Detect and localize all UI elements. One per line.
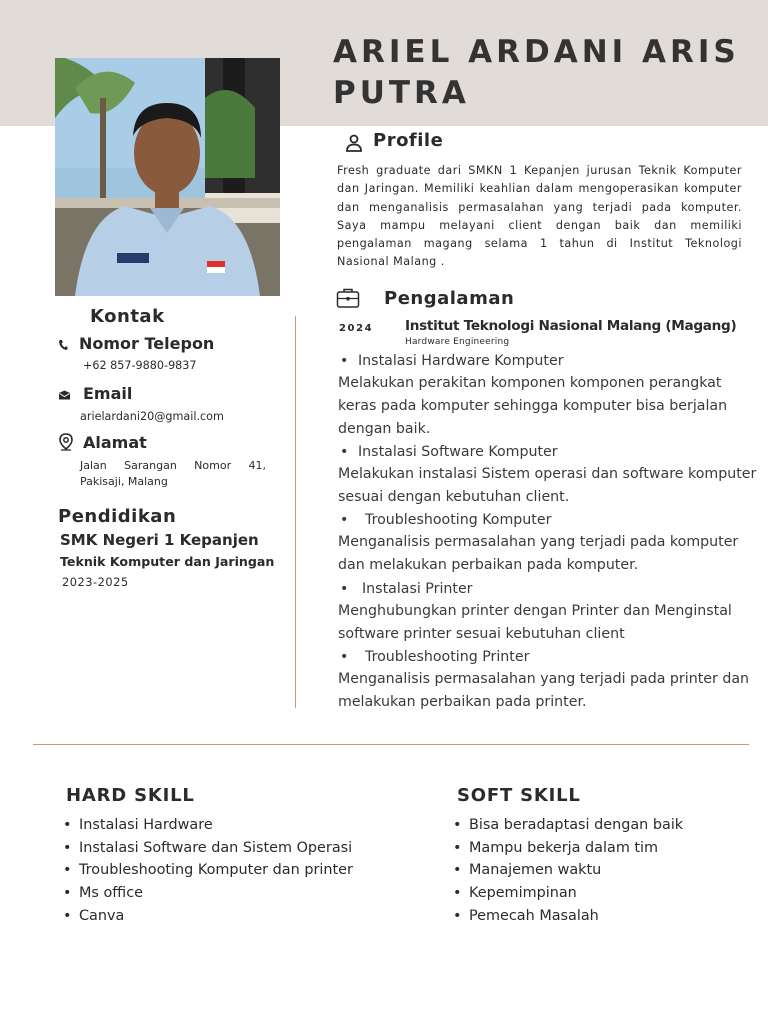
- location-pin-icon: [59, 433, 73, 451]
- list-item: • Pemecah Masalah: [453, 905, 683, 928]
- education-years: 2023-2025: [62, 575, 129, 589]
- briefcase-icon: [336, 287, 360, 309]
- list-item: • Instalasi Hardware: [63, 814, 353, 837]
- experience-item-title: • Instalasi Printer: [338, 578, 758, 600]
- profile-photo-illustration: [55, 58, 280, 296]
- phone-value: +62 857-9880-9837: [83, 359, 197, 372]
- experience-company: Institut Teknologi Nasional Malang (Magang): [405, 318, 737, 334]
- list-item: • Bisa beradaptasi dengan baik: [453, 814, 683, 837]
- experience-item-desc: Menghubungkan printer dengan Printer dan Menginstal software printer sesuai kebutuhan client: [338, 603, 732, 642]
- profile-summary: Fresh graduate dari SMKN 1 Kepanjen jurusan Teknik Komputer dan Jaringan. Memiliki keahlian dalam mengoperasikan komputer dan menganalisis permasalahan yang terjadi pada komputer. Saya mampu melayani client dengan baik dan memiliki pengalaman magang selama 1 tahun di Institut Teknologi Nasional Malang .: [337, 164, 742, 269]
- experience-item-title: • Troubleshooting Komputer: [338, 509, 758, 531]
- experience-item-title: • Instalasi Hardware Komputer: [338, 350, 758, 372]
- experience-item-title: • Instalasi Software Komputer: [338, 441, 758, 463]
- list-item: • Kepemimpinan: [453, 882, 683, 905]
- soft-skill-title: SOFT SKILL: [457, 785, 581, 806]
- education-title: Pendidikan: [58, 506, 177, 527]
- list-item: • Ms office: [63, 882, 353, 905]
- hard-skill-list: [63, 814, 353, 927]
- hard-skill-title: HARD SKILL: [66, 785, 195, 806]
- list-item: • Instalasi Software dan Sistem Operasi: [63, 837, 353, 860]
- experience-item-desc: Menganalisis permasalahan yang terjadi pada printer dan melakukan perbaikan pada printer.: [338, 671, 750, 710]
- contact-title: Kontak: [90, 306, 165, 327]
- person-icon: [345, 134, 363, 152]
- email-label: Email: [83, 384, 133, 403]
- full-name: ARIEL ARDANI ARIS PUTRA: [333, 34, 740, 111]
- education-school: SMK Negeri 1 Kepanjen: [60, 531, 259, 549]
- profile-title: Profile: [373, 130, 444, 151]
- experience-item-title: • Troubleshooting Printer: [338, 646, 758, 668]
- experience-item-desc: Melakukan instalasi Sistem operasi dan software komputer sesuai dengan kebutuhan client.: [338, 466, 757, 505]
- address-label: Alamat: [83, 433, 147, 452]
- list-item: • Canva: [63, 905, 353, 928]
- soft-skill-list: [453, 814, 683, 927]
- experience-items: [338, 350, 758, 714]
- experience-role: Hardware Engineering: [405, 337, 510, 347]
- experience-item-desc: Menganalisis permasalahan yang terjadi pada komputer dan melakukan perbaikan pada komputer.: [338, 534, 739, 573]
- list-item: • Mampu bekerja dalam tim: [453, 837, 683, 860]
- phone-icon: [58, 339, 68, 351]
- experience-item-desc: Melakukan perakitan komponen komponen perangkat keras pada komputer sehingga komputer bisa berjalan dengan baik.: [338, 375, 728, 437]
- address-value: Jalan Sarangan Nomor 41, Pakisaji, Malang: [80, 459, 266, 488]
- email-value: arielardani20@gmail.com: [80, 410, 224, 423]
- profile-photo: [55, 58, 280, 296]
- list-item: • Manajemen waktu: [453, 859, 683, 882]
- phone-label: Nomor Telepon: [79, 334, 215, 353]
- list-item: • Troubleshooting Komputer dan printer: [63, 859, 353, 882]
- education-major: Teknik Komputer dan Jaringan: [60, 554, 275, 569]
- experience-year: 2024: [339, 323, 374, 334]
- column-divider: [295, 316, 296, 708]
- experience-title: Pengalaman: [384, 288, 515, 309]
- section-divider: [33, 744, 749, 745]
- envelope-icon: [58, 390, 71, 400]
